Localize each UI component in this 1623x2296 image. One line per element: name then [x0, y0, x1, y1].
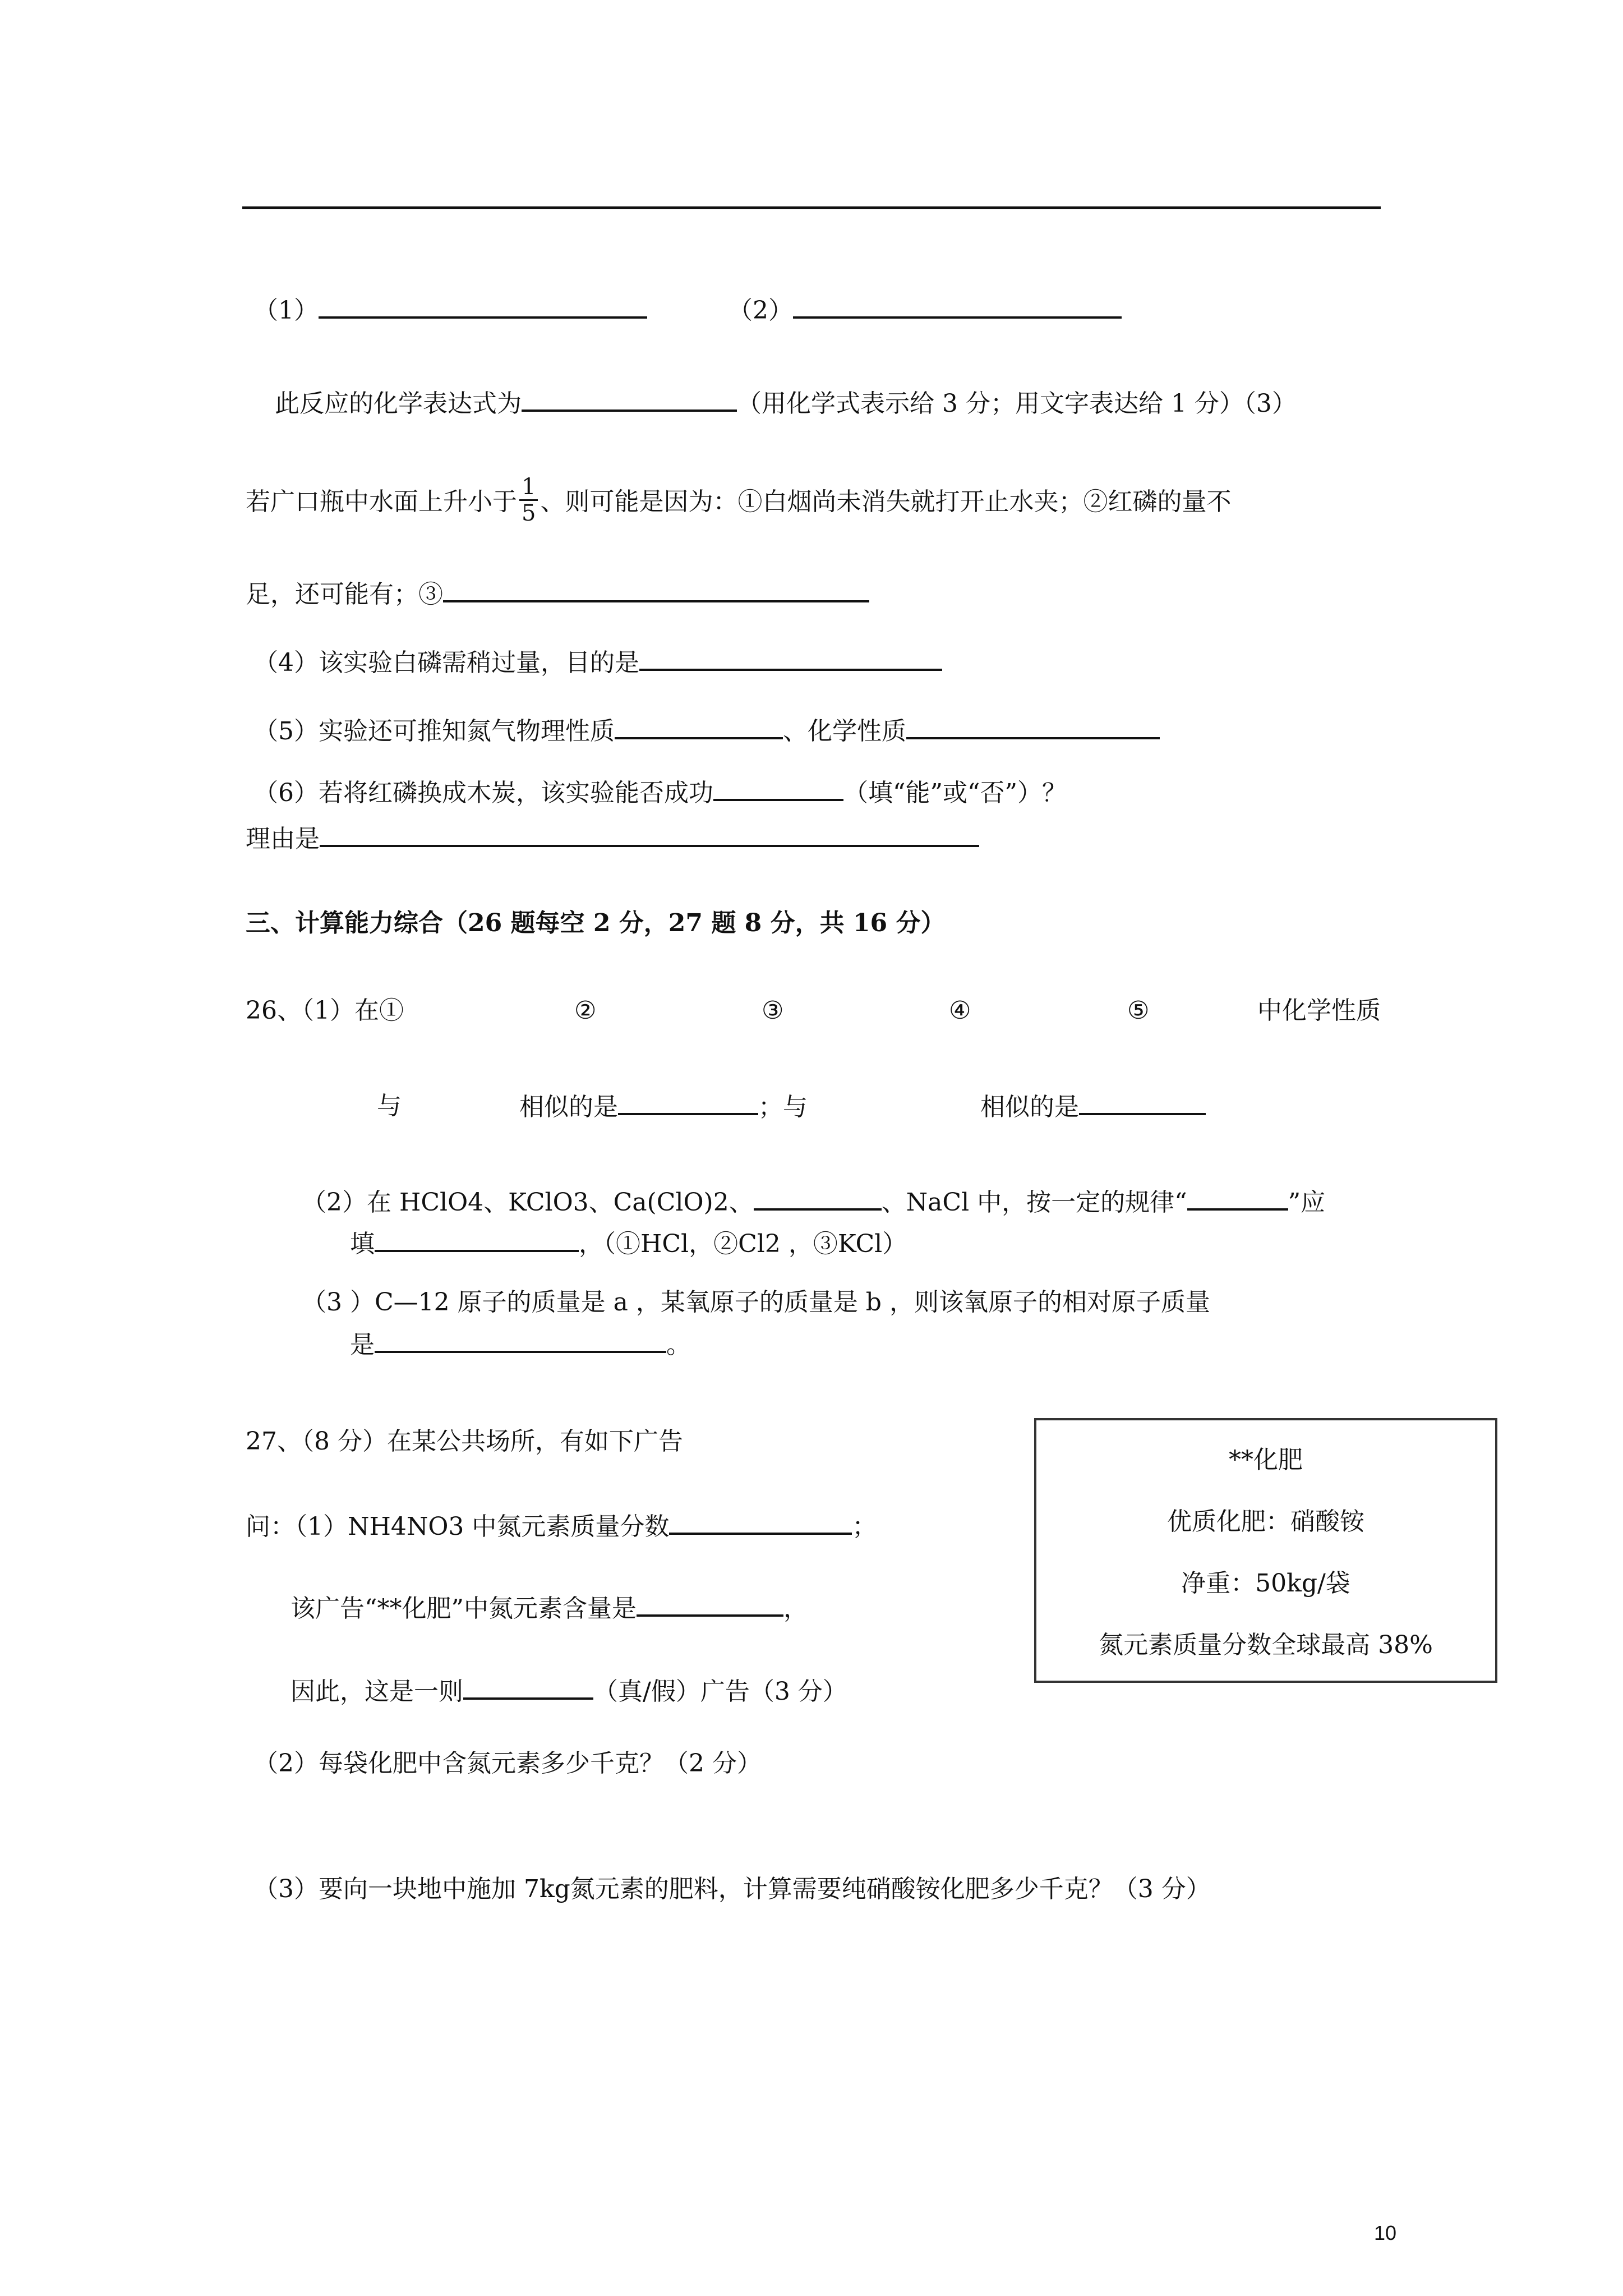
q25-line3	[246, 474, 1232, 529]
q25-expression-blank[interactable]	[522, 386, 737, 412]
q26-p2-rule-blank[interactable]	[1187, 1185, 1288, 1211]
q26-choice-4: ④	[949, 996, 971, 1025]
q25-part1-label: （1）	[253, 296, 319, 325]
q25-line3-suffix: 、则可能是因为：①白烟尚未消失就打开止水夹；②红磷的量不	[540, 487, 1232, 516]
q25-q4-text: （4）该实验白磷需稍过量，目的是	[253, 648, 639, 677]
q26-p3-is: 是	[350, 1331, 375, 1359]
q27-q3: （3）要向一块地中施加 7kg氮元素的肥料，计算需要纯硝酸铵化肥多少千克？（3 分）	[253, 1875, 1211, 1903]
ad-nitrogen: 氮元素质量分数全球最高 38%	[1099, 1631, 1433, 1659]
q26-sep-with: ；与	[758, 1093, 808, 1121]
q26-p2-text-b: 、NaCl 中，按一定的规律“	[881, 1188, 1187, 1217]
q26-p1-start: 26、（1）在①	[246, 996, 404, 1025]
q26-p3-period: 。	[666, 1331, 691, 1359]
q25-part1-blank[interactable]	[319, 293, 647, 319]
ad-quality: 优质化肥：硝酸铵	[1167, 1507, 1364, 1536]
q25-reason3-blank[interactable]	[443, 577, 869, 602]
q26-choice-2: ②	[574, 996, 597, 1025]
q25-q6-reason-label: 理由是	[246, 825, 320, 853]
q25-q6-reason-blank[interactable]	[320, 821, 979, 847]
q27-q1-text-f: （真/假）广告（3 分）	[593, 1677, 847, 1706]
page-number: 10	[1374, 2221, 1397, 2244]
q26-similar-line	[519, 1089, 808, 1124]
q25-q4-line	[253, 645, 942, 680]
q26-choice-5: ⑤	[1127, 996, 1150, 1025]
q25-q6-hint: （填“能”或“否”）？	[843, 779, 1067, 807]
q27-mass-fraction-blank[interactable]	[669, 1509, 852, 1535]
q25-part2-blank[interactable]	[793, 293, 1122, 319]
q26-p2-line2	[350, 1226, 907, 1261]
q26-p3-line2	[350, 1327, 691, 1362]
q27-q1-line3	[291, 1674, 847, 1709]
q27-q1-text-c: 该广告“**化肥”中氮元素含量是	[291, 1594, 637, 1623]
q26-p3-line1: （3 ）C—12 原子的质量是 a ，某氧原子的质量是 b ，则该氧原子的相对原子质量	[302, 1288, 1210, 1317]
q27-q2: （2）每袋化肥中含氮元素多少千克？（2 分）	[253, 1749, 762, 1778]
q27-ad-nitrogen-blank[interactable]	[637, 1591, 783, 1617]
q26-p2-text-a: （2）在 HClO4、KClO3、Ca(ClO)2、	[302, 1188, 754, 1217]
q26-choice-3: ③	[762, 996, 784, 1025]
q26-p2-series-blank[interactable]	[754, 1185, 882, 1211]
q26-p1-end: 中化学性质	[1257, 996, 1381, 1025]
section3-title: 三、计算能力综合（26 题每空 2 分，27 题 8 分，共 16 分）	[246, 909, 946, 937]
q26-similar-1: 相似的是	[519, 1093, 618, 1121]
q25-q6-text: （6）若将红磷换成木炭，该实验能否成功	[253, 779, 713, 807]
q27-intro: 27、（8 分）在某公共场所，有如下广告	[246, 1427, 683, 1456]
q26-with-1: 与	[377, 1092, 402, 1120]
q27-q1-text-b: ；	[852, 1512, 877, 1541]
q25-expr-prefix: 此反应的化学表达式为	[275, 389, 522, 418]
q26-p2-line1	[302, 1185, 1325, 1220]
q25-q5-line	[253, 714, 1160, 748]
q26-p2-fill-blank[interactable]	[375, 1226, 579, 1252]
q25-physical-property-blank[interactable]	[615, 714, 783, 739]
q25-line3-prefix: 若广口瓶中水面上升小于	[246, 487, 517, 516]
q27-q1-line1	[246, 1509, 877, 1544]
q26-similar-blank-1[interactable]	[618, 1089, 758, 1115]
fraction-denominator: 5	[522, 500, 536, 526]
q27-true-false-blank[interactable]	[463, 1674, 593, 1700]
q25-expression-line	[275, 386, 1297, 421]
q25-line4	[246, 577, 869, 611]
q26-similar-line-2	[980, 1089, 1206, 1124]
q25-q6-reason-line	[246, 821, 979, 856]
q25-part1	[253, 293, 647, 328]
q25-line4-text: 足，还可能有；③	[246, 580, 443, 609]
q27-q1-text-e: 因此，这是一则	[291, 1677, 463, 1706]
fertilizer-ad-box	[1034, 1418, 1497, 1683]
q27-q1-line2	[291, 1591, 808, 1626]
q26-p2-text-c: ”应	[1288, 1188, 1326, 1217]
q27-q1-text-d: ，	[783, 1594, 808, 1623]
q25-q6-line	[253, 775, 1067, 810]
header-rule	[242, 206, 1381, 209]
q26-similar-2: 相似的是	[980, 1093, 1079, 1121]
q26-similar-blank-2[interactable]	[1079, 1089, 1206, 1115]
q25-q4-blank[interactable]	[639, 645, 942, 671]
q26-p3-blank[interactable]	[375, 1327, 666, 1353]
q25-expr-suffix: （用化学式表示给 3 分；用文字表达给 1 分）（3）	[737, 389, 1297, 418]
q25-chemical-property-blank[interactable]	[906, 714, 1160, 739]
fraction-numerator: 1	[519, 475, 538, 501]
q27-q1-text-a: 问：（1）NH4NO3 中氮元素质量分数	[246, 1512, 670, 1541]
q26-p2-options: ，（①HCl，②Cl2 ，③KCl）	[579, 1230, 907, 1258]
q25-q5-chemical-text: 、化学性质	[783, 717, 906, 746]
one-fifth-fraction	[519, 475, 538, 526]
q26-p2-fill-label: 填	[350, 1230, 375, 1258]
ad-weight: 净重：50kg/袋	[1181, 1569, 1350, 1598]
q25-part2	[728, 293, 1122, 328]
q25-q5-physical-text: （5）实验还可推知氮气物理性质	[253, 717, 615, 746]
q25-part2-label: （2）	[728, 296, 793, 325]
q25-q6-success-blank[interactable]	[713, 775, 843, 801]
ad-name: **化肥	[1229, 1446, 1303, 1474]
